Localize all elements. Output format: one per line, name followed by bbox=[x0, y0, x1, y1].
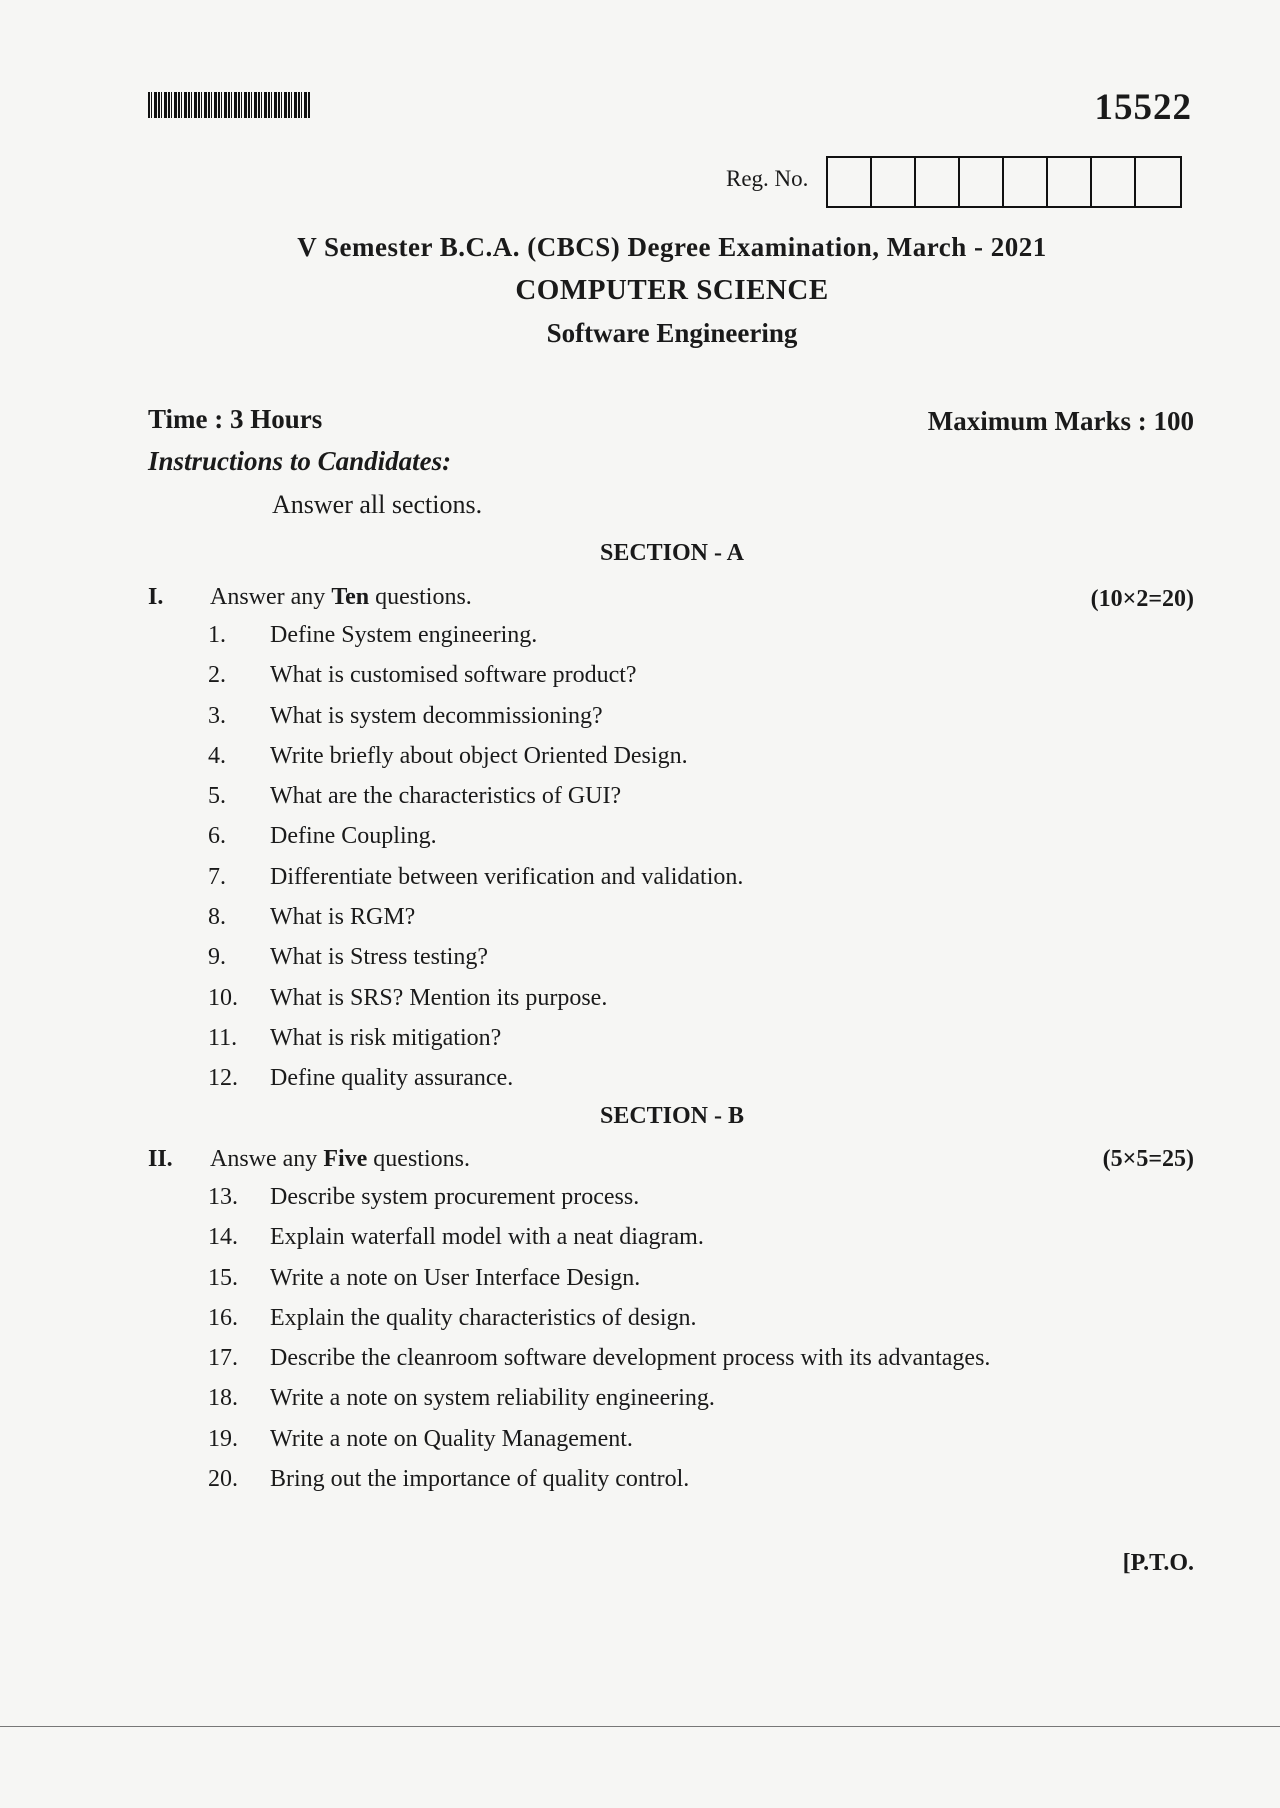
question-text: Define System engineering. bbox=[270, 622, 538, 648]
question-item bbox=[208, 622, 743, 662]
section-a-instruction-prefix: Answer any bbox=[210, 584, 332, 610]
paper-code: 15522 bbox=[1094, 87, 1192, 128]
question-item bbox=[208, 904, 743, 944]
barcode bbox=[148, 92, 310, 118]
question-text: Write a note on system reliability engineering. bbox=[270, 1385, 715, 1412]
question-item bbox=[208, 1265, 990, 1305]
instructions-text: Answer all sections. bbox=[272, 490, 483, 519]
section-b-instruction-prefix: Answe any bbox=[210, 1146, 324, 1172]
question-item bbox=[208, 1385, 990, 1425]
question-number: 20. bbox=[208, 1466, 238, 1493]
question-text: Explain the quality characteristics of design. bbox=[270, 1304, 697, 1331]
question-item bbox=[208, 864, 743, 904]
question-item bbox=[208, 1345, 990, 1385]
question-text: What is SRS? Mention its purpose. bbox=[270, 984, 608, 1011]
section-b-instruction-suffix: questions. bbox=[367, 1146, 470, 1172]
question-text: Describe the cleanroom software development process with its advantages. bbox=[270, 1345, 991, 1372]
question-text: What is system decommissioning? bbox=[270, 702, 603, 729]
question-number: 14. bbox=[208, 1224, 238, 1251]
maximum-marks: Maximum Marks : 100 bbox=[927, 406, 1194, 436]
section-b-question-list bbox=[208, 1184, 990, 1506]
question-text: Write a note on Quality Management. bbox=[270, 1425, 633, 1452]
question-number: 11. bbox=[208, 1024, 238, 1051]
question-text: What are the characteristics of GUI? bbox=[270, 783, 622, 810]
section-b-marks: (5×5=25) bbox=[1102, 1146, 1194, 1172]
section-b-roman: II. bbox=[148, 1146, 173, 1172]
exam-title: V Semester B.C.A. (CBCS) Degree Examination, March - 2021 bbox=[297, 232, 1047, 262]
question-number: 16. bbox=[208, 1304, 238, 1331]
section-a-roman: I. bbox=[148, 584, 164, 610]
question-text: Describe system procurement process. bbox=[270, 1184, 640, 1210]
question-number: 15. bbox=[208, 1264, 238, 1291]
question-item bbox=[208, 823, 743, 863]
reg-no-box bbox=[1004, 158, 1048, 206]
bottom-rule bbox=[0, 1726, 1280, 1727]
question-item bbox=[208, 985, 743, 1025]
question-number: 12. bbox=[208, 1065, 238, 1092]
section-a-instruction-bold: Ten bbox=[331, 584, 370, 610]
section-a-heading: SECTION - A bbox=[599, 540, 745, 566]
question-item bbox=[208, 1184, 990, 1224]
question-text: What is customised software product? bbox=[270, 662, 637, 689]
section-a-instruction bbox=[210, 584, 472, 611]
section-a-question-list bbox=[208, 622, 743, 1106]
instructions-heading: Instructions to Candidates: bbox=[148, 446, 452, 476]
question-number: 13. bbox=[208, 1184, 238, 1210]
question-item bbox=[208, 743, 743, 783]
question-number: 7. bbox=[208, 863, 226, 890]
question-item bbox=[208, 662, 743, 702]
reg-no-box bbox=[960, 158, 1004, 206]
question-number: 17. bbox=[208, 1345, 238, 1372]
question-number: 1. bbox=[208, 622, 226, 648]
reg-no-box bbox=[828, 158, 872, 206]
question-item bbox=[208, 1466, 990, 1506]
question-item bbox=[208, 1224, 990, 1264]
question-text: Write a note on User Interface Design. bbox=[270, 1264, 641, 1291]
question-number: 19. bbox=[208, 1425, 238, 1452]
question-text: Define Coupling. bbox=[270, 823, 437, 850]
question-number: 3. bbox=[208, 702, 226, 729]
question-item bbox=[208, 783, 743, 823]
reg-no-boxes bbox=[826, 156, 1182, 208]
question-number: 18. bbox=[208, 1385, 238, 1412]
exam-time: Time : 3 Hours bbox=[148, 404, 323, 434]
question-text: What is Stress testing? bbox=[270, 944, 488, 971]
question-number: 2. bbox=[208, 662, 226, 689]
question-item bbox=[208, 944, 743, 984]
question-number: 8. bbox=[208, 904, 226, 931]
reg-no-box bbox=[872, 158, 916, 206]
question-item bbox=[208, 703, 743, 743]
section-a-marks: (10×2=20) bbox=[1090, 586, 1194, 612]
section-b-instruction-bold: Five bbox=[323, 1146, 368, 1172]
question-item bbox=[208, 1065, 743, 1105]
section-a-instruction-suffix: questions. bbox=[369, 584, 472, 610]
reg-no-box bbox=[1048, 158, 1092, 206]
section-b-instruction bbox=[210, 1146, 470, 1173]
paper-title: Software Engineering bbox=[546, 318, 798, 348]
question-item bbox=[208, 1426, 990, 1466]
question-number: 4. bbox=[208, 742, 226, 769]
question-text: What is risk mitigation? bbox=[270, 1024, 502, 1051]
question-number: 6. bbox=[208, 823, 226, 850]
subject-title: COMPUTER SCIENCE bbox=[515, 274, 829, 306]
question-number: 9. bbox=[208, 944, 226, 971]
reg-no-box bbox=[1136, 158, 1180, 206]
question-text: Differentiate between verification and validation. bbox=[270, 863, 744, 890]
reg-no-label: Reg. No. bbox=[726, 166, 809, 191]
question-text: Define quality assurance. bbox=[270, 1065, 514, 1092]
please-turn-over: [P.T.O. bbox=[1122, 1550, 1194, 1576]
section-b-heading: SECTION - B bbox=[599, 1103, 745, 1129]
question-text: Explain waterfall model with a neat diagram. bbox=[270, 1224, 704, 1251]
reg-no-box bbox=[916, 158, 960, 206]
question-number: 5. bbox=[208, 783, 226, 810]
question-item bbox=[208, 1305, 990, 1345]
question-number: 10. bbox=[208, 984, 238, 1011]
question-text: Bring out the importance of quality control. bbox=[270, 1466, 690, 1493]
question-item bbox=[208, 1025, 743, 1065]
reg-no-box bbox=[1092, 158, 1136, 206]
question-text: What is RGM? bbox=[270, 904, 416, 931]
question-text: Write briefly about object Oriented Design. bbox=[270, 742, 688, 769]
